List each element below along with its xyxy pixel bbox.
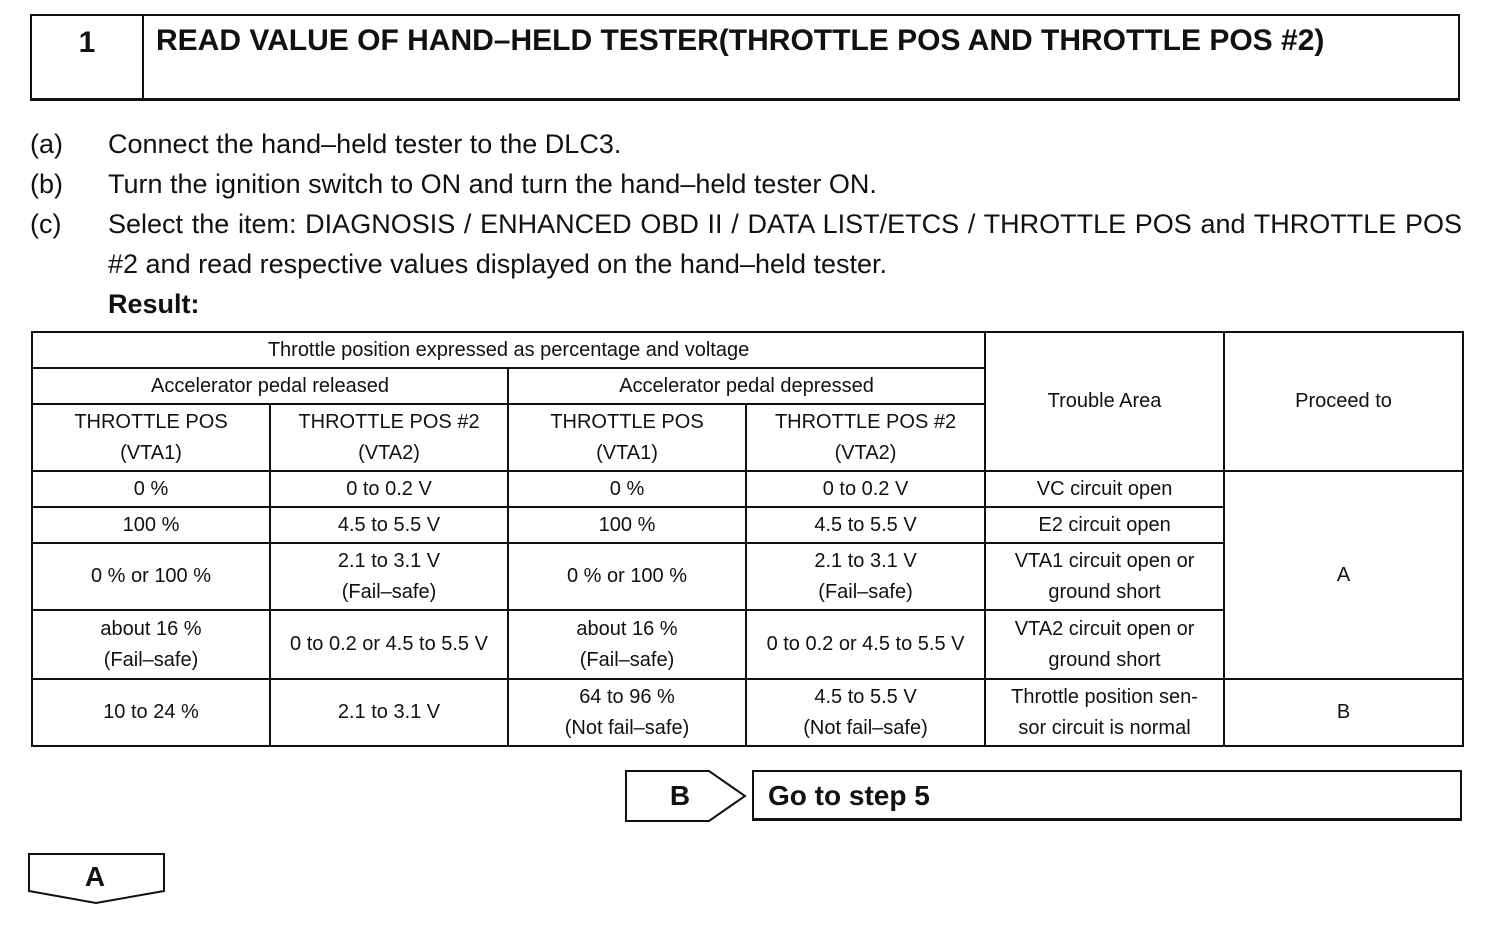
instruction-text: Connect the hand–held tester to the DLC3. (108, 129, 622, 159)
column-header: THROTTLE POS (VTA1) (508, 404, 746, 471)
instruction-item (30, 164, 1462, 204)
column-header: THROTTLE POS (VTA1) (32, 404, 270, 471)
table-cell: 4.5 to 5.5 V (746, 507, 985, 543)
instruction-label: (c) (30, 209, 62, 239)
table-cell: 2.1 to 3.1 V (Fail–safe) (746, 543, 985, 610)
column-header: THROTTLE POS #2 (VTA2) (270, 404, 508, 471)
proceed-to-header: Proceed to (1224, 332, 1463, 471)
table-cell: 0 to 0.2 or 4.5 to 5.5 V (746, 610, 985, 679)
table-cell: 0 % or 100 % (32, 543, 270, 610)
instruction-label: (b) (30, 169, 63, 199)
instruction-text: Turn the ignition switch to ON and turn the hand–held tester ON. (108, 169, 877, 199)
table-cell: 4.5 to 5.5 V (270, 507, 508, 543)
column-header: THROTTLE POS #2 (VTA2) (746, 404, 985, 471)
table-cell: 0 to 0.2 or 4.5 to 5.5 V (270, 610, 508, 679)
instruction-item (30, 124, 1462, 164)
step-title: READ VALUE OF HAND–HELD TESTER(THROTTLE POS AND THROTTLE POS #2) (156, 24, 1325, 57)
table-row (32, 471, 1463, 507)
result-table (31, 331, 1464, 747)
step-number: 1 (32, 16, 144, 98)
proceed-to-cell: A (1224, 471, 1463, 679)
instruction-label: (a) (30, 129, 63, 159)
trouble-area-cell: E2 circuit open (985, 507, 1224, 543)
table-cell: 2.1 to 3.1 V (Fail–safe) (270, 543, 508, 610)
branch-b-label: B (669, 780, 691, 811)
table-cell: 100 % (508, 507, 746, 543)
trouble-area-cell: VTA1 circuit open or ground short (985, 543, 1224, 610)
table-row (32, 679, 1463, 746)
group-header: Throttle position expressed as percentage and voltage (32, 332, 985, 368)
branch-b-tag (625, 770, 747, 822)
trouble-area-header: Trouble Area (985, 332, 1224, 471)
instruction-list (30, 124, 1462, 324)
instruction-item (30, 204, 1462, 284)
branch-a-label: A (84, 861, 106, 892)
table-cell: about 16 % (Fail–safe) (32, 610, 270, 679)
depressed-header: Accelerator pedal depressed (508, 368, 985, 404)
table-cell: 2.1 to 3.1 V (270, 679, 508, 746)
table-cell: 0 % (508, 471, 746, 507)
trouble-area-cell: VTA2 circuit open or ground short (985, 610, 1224, 679)
table-cell: 64 to 96 % (Not fail–safe) (508, 679, 746, 746)
proceed-to-cell: B (1224, 679, 1463, 746)
table-cell: 0 % or 100 % (508, 543, 746, 610)
released-header: Accelerator pedal released (32, 368, 508, 404)
table-cell: 10 to 24 % (32, 679, 270, 746)
branch-a-tag (28, 853, 166, 905)
table-cell: about 16 % (Fail–safe) (508, 610, 746, 679)
step-header (30, 14, 1460, 101)
table-cell: 100 % (32, 507, 270, 543)
trouble-area-cell: Throttle position sen- sor circuit is normal (985, 679, 1224, 746)
instruction-text: Select the item: DIAGNOSIS / ENHANCED OBD II / DATA LIST/ETCS / THROTTLE POS and THROTTLE POS #2 and read respective values displayed on the hand–held tester. (108, 209, 1462, 279)
result-label: Result: (108, 289, 200, 319)
table-cell: 4.5 to 5.5 V (Not fail–safe) (746, 679, 985, 746)
table-cell: 0 % (32, 471, 270, 507)
goto-step-box: Go to step 5 (752, 770, 1462, 821)
table-cell: 0 to 0.2 V (746, 471, 985, 507)
table-cell: 0 to 0.2 V (270, 471, 508, 507)
trouble-area-cell: VC circuit open (985, 471, 1224, 507)
